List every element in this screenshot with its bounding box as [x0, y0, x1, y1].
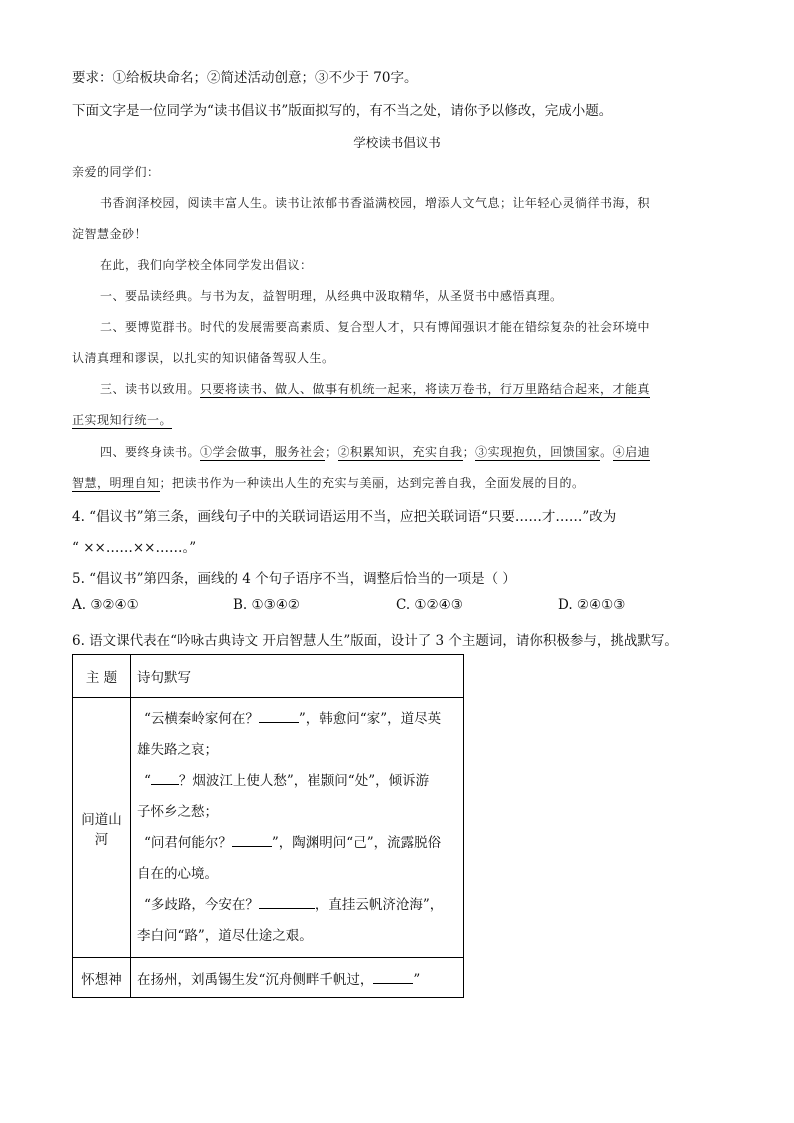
letter-greeting: 亲爱的同学们：: [72, 165, 160, 179]
header-poem: 诗句默写: [131, 655, 464, 698]
item-3-underlined-end: 正实现知行统一。: [72, 413, 173, 427]
table-header-row: [73, 655, 464, 698]
poem-line: “云横秦岭家何在？ ”，韩愈问“家”，道尽英: [144, 710, 442, 727]
letter-paragraph-1-cont: 淀智慧金砂！: [72, 227, 148, 241]
item-4-rest: ；把读书作为一种读出人生的充实与美丽，达到完善自我，全面发展的目的。: [159, 476, 585, 490]
row-theme: 问道山河: [73, 698, 131, 958]
poem-line: 李白问“路”，道尽仕途之艰。: [137, 927, 313, 944]
item-4-sentence-2: ②积累知识，充实自我: [337, 445, 463, 459]
question-4: 4. “倡议书”第三条，画线句子中的关联词语运用不当，应把关联词语“只要……才……”改为: [72, 509, 617, 525]
letter-item-3: [100, 380, 650, 397]
question-6: 6. 语文课代表在“吟咏古典诗文 开启智慧人生”版面，设计了 3 个主题词，请你积极参与，挑战默写。: [72, 633, 678, 649]
item-3-underlined-sentence: 只要将读书、做人、做事有机统一起来，将读万卷书，行万里路结合起来，才能真: [200, 382, 651, 396]
letter-item-2-cont: 认清真理和谬误，以扎实的知识储备驾驭人生。: [72, 351, 335, 365]
table-row: [73, 958, 464, 998]
item-4-sentence-1: ①学会做事，服务社会: [200, 445, 326, 459]
header-theme: 主 题: [73, 655, 131, 698]
instruction-text: 下面文字是一位同学为“读书倡议书”版面拟写的，有不当之处，请你予以修改，完成小题。: [72, 103, 613, 119]
requirement-text: 要求：①给板块命名；②简述活动创意；③不少于 70字。: [72, 70, 418, 86]
option-b: B. ①③④②: [233, 597, 300, 613]
letter-title: 学校读书倡议书: [353, 135, 441, 150]
item-4-prefix: 四、要终身读书。: [100, 445, 201, 459]
option-a: A. ③②④①: [72, 597, 139, 613]
poem-line: 子怀乡之愁；: [137, 803, 218, 820]
item-4-separator: ；: [325, 445, 338, 459]
letter-paragraph-1: 书香润泽校园，阅读丰富人生。读书让浓郁书香溢满校园，增添人文气息；让年轻心灵徜徉书海，积: [100, 196, 651, 210]
poem-line: “ ？烟波江上使人愁”，崔颢问“处”，倾诉游: [144, 772, 430, 789]
table-row: [73, 698, 464, 958]
poem-table: [72, 654, 464, 998]
poem-line: 自在的心境。: [137, 865, 218, 882]
option-c: C. ①②④③: [396, 597, 463, 613]
item-4-sentence-4: ④启迪: [612, 445, 651, 459]
row-theme: 怀想神: [73, 958, 131, 998]
letter-item-4-cont: [72, 474, 585, 491]
poem-line: “多歧路，今安在？ ，直挂云帆济沧海”，: [144, 896, 444, 913]
answer-blank[interactable]: [259, 722, 299, 723]
question-4-answer-format: “ ××……××……。”: [72, 540, 197, 556]
answer-blank[interactable]: [259, 908, 315, 909]
item-4-sentence-3: ③实现抱负，回馈国家: [475, 445, 601, 459]
letter-item-1: 一、要品读经典。与书为友，益智明理，从经典中汲取精华，从圣贤书中感悟真理。: [100, 289, 563, 303]
letter-item-3-cont: [72, 411, 172, 428]
question-5: 5. “倡议书”第四条，画线的 4 个句子语序不当，调整后恰当的一项是（ ）: [72, 571, 516, 587]
option-d: D. ②④①③: [558, 597, 626, 613]
item-3-prefix: 三、读书以致用。: [100, 382, 201, 396]
row-poem-cell: 在扬州，刘禹锡生发“沉舟侧畔千帆过， ”: [131, 958, 464, 998]
item-4-separator: ；: [462, 445, 476, 459]
letter-paragraph-2: 在此，我们向学校全体同学发出倡议：: [100, 258, 313, 272]
poem-line: “问君何能尔？ ”，陶渊明问“己”，流露脱俗: [144, 834, 442, 851]
answer-blank[interactable]: [232, 846, 272, 847]
answer-blank[interactable]: [151, 784, 179, 785]
letter-item-4: [100, 443, 650, 460]
poem-line: 雄失路之哀；: [137, 741, 218, 758]
row-poem-cell: [131, 698, 464, 958]
answer-blank[interactable]: [373, 983, 413, 984]
item-4-sentence-4-cont: 智慧，明理自知: [72, 476, 160, 490]
item-4-separator: 。: [600, 445, 613, 459]
letter-item-2: 二、要博览群书。时代的发展需要高素质、复合型人才，只有博闻强识才能在错综复杂的社会环境中: [100, 320, 651, 334]
